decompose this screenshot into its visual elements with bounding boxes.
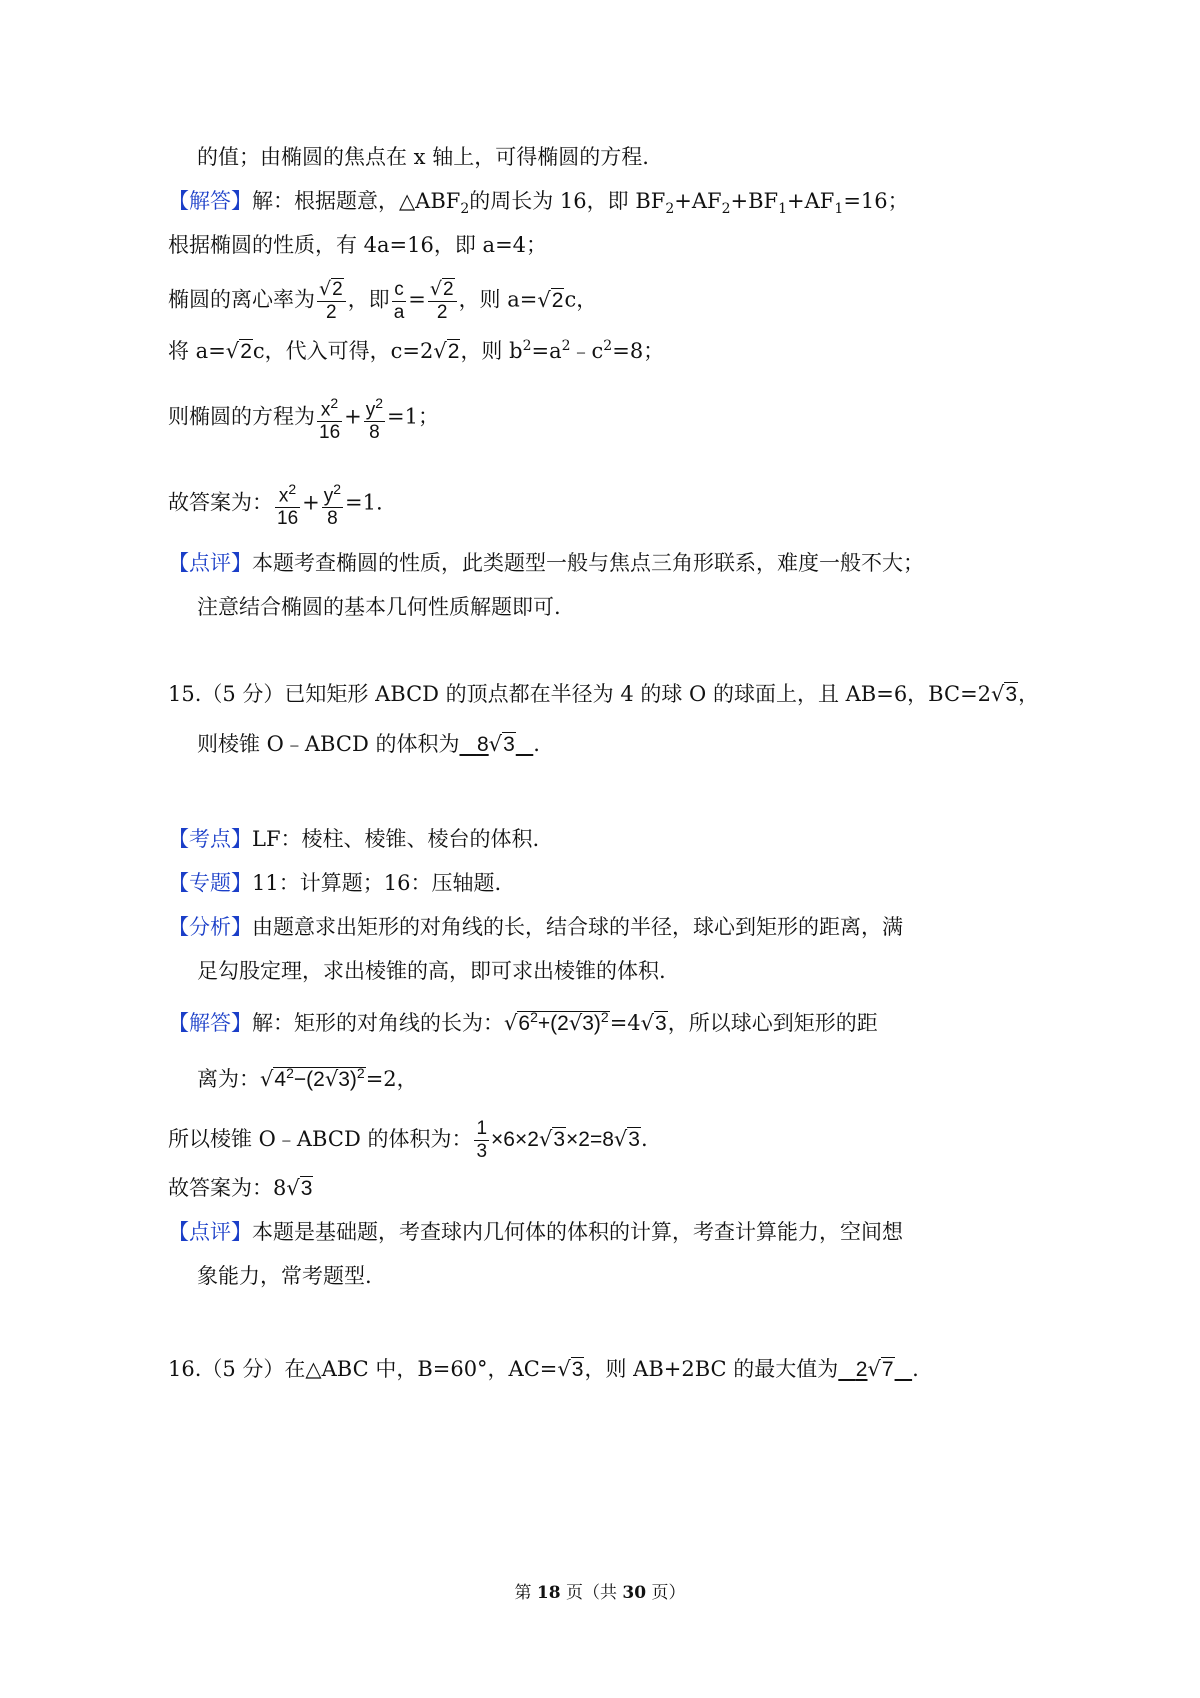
analysis-tag: 【分析】 — [168, 915, 252, 939]
q14-answer-line-2: 根据椭圆的性质，有 4a=16，即 a=4； — [168, 233, 548, 257]
q15-solution-line-2: 离为：$√4^2-(2√3)^2=2$， — [197, 1060, 418, 1093]
page-footer: 第 18 页（共 30 页） — [514, 1583, 686, 1603]
fraction-sqrt2-over-2: $\frac{√2}{2}$ — [317, 278, 346, 324]
q16-stem-line: 16.（5 分）在△ABC 中，B=60°，AC=√3，则 AB+2BC 的最大值为 2√7 . — [168, 1357, 919, 1381]
fraction-y2-over-8: $\frac{y^2}{8}$ — [322, 478, 343, 530]
q14-answer-line-5: 则椭圆的方程为 $\frac{x^2}{16}$ + $\frac{y^2}{8}$ =1； — [168, 392, 439, 444]
q14-answer-line-4: 将 a=√2c，代入可得，c=2√2，则 $b^2=a^2﹣c^2=8$； — [168, 338, 665, 363]
q14-answer-line-1: 【解答】解：根据题意，$\triangle ABF_2$的周长为 16，即 $BF_2+AF_2+BF_1+AF_1=16$； — [168, 189, 909, 218]
page-number: 18 — [536, 1583, 561, 1603]
q15-stem-line-2: 则棱锥 O﹣ABCD 的体积为 8√3 . — [197, 732, 540, 756]
sqrt-diagonal-expr: $√6^2+(2√3)^2$ — [504, 1009, 609, 1035]
fraction-y2-over-8: $\frac{y^2}{8}$ — [364, 392, 385, 444]
q15-topic-line: 【专题】11：计算题；16：压轴题. — [168, 871, 502, 895]
point-tag: 【考点】 — [168, 827, 252, 851]
fraction-c-over-a: $\frac{c}{a}$ — [393, 278, 405, 323]
answer-blank: 2√7 — [855, 1357, 894, 1381]
topic-tag: 【专题】 — [168, 871, 252, 895]
fraction-x2-over-16: $\frac{x^2}{16}$ — [317, 392, 342, 444]
previous-analysis-line — [197, 144, 649, 170]
answer-tag: 【解答】 — [168, 189, 252, 213]
q15-final-line: 故答案为：8√3 — [168, 1176, 313, 1200]
text: 的值；由椭圆的焦点在 x 轴上，可得椭圆的方程. — [197, 145, 649, 169]
q14-review-line-1: 【点评】本题考查椭圆的性质，此类题型一般与焦点三角形联系，难度一般不大； — [168, 551, 924, 575]
q14-answer-line-3: 椭圆的离心率为 $\frac{√2}{2}$ ，即 $\frac{c}{a}$ = $\frac{√2}{2}$ ，则 a=√2c， — [168, 278, 598, 323]
fraction-x2-over-16: $\frac{x^2}{16}$ — [275, 478, 300, 530]
q15-solution-line-3: 所以棱锥 O﹣ABCD 的体积为： $\frac{1}{3}$ ×6×2√3×2=8√3. — [168, 1118, 648, 1162]
q14-review-line-2: 注意结合椭圆的基本几何性质解题即可. — [197, 595, 561, 619]
fraction-sqrt2-over-2: $\frac{√2}{2}$ — [428, 278, 457, 324]
q15-analysis-line-1: 【分析】由题意求出矩形的对角线的长，结合球的半径，球心到矩形的距离，满 — [168, 915, 903, 939]
review-tag: 【点评】 — [168, 551, 252, 575]
q14-answer-line-6: 故答案为： $\frac{x^2}{16}$ + $\frac{y^2}{8}$ =1. — [168, 478, 383, 530]
q15-review-line-2: 象能力，常考题型. — [197, 1264, 372, 1288]
answer-tag: 【解答】 — [168, 1011, 252, 1035]
q15-review-line-1: 【点评】本题是基础题，考查球内几何体的体积的计算，考查计算能力，空间想 — [168, 1220, 903, 1244]
fraction-one-third: $\frac{1}{3}$ — [476, 1118, 488, 1162]
total-pages: 30 — [622, 1583, 647, 1603]
q15-analysis-line-2: 足勾股定理，求出棱锥的高，即可求出棱锥的体积. — [197, 959, 666, 983]
q15-solution-line-1: 【解答】解：矩形的对角线的长为：$√6^2+(2√3)^2=4√3$，所以球心到矩形的距 — [168, 1004, 878, 1037]
sqrt-distance-expr: $√4^2-(2√3)^2$ — [260, 1065, 365, 1091]
q15-stem-line-1: 15.（5 分）已知矩形 ABCD 的顶点都在半径为 4 的球 O 的球面上，且 AB=6，BC=2√3， — [168, 682, 1040, 706]
review-tag: 【点评】 — [168, 1220, 252, 1244]
q15-point-line: 【考点】LF：棱柱、棱锥、棱台的体积. — [168, 827, 540, 851]
answer-blank: 8√3 — [476, 732, 515, 756]
